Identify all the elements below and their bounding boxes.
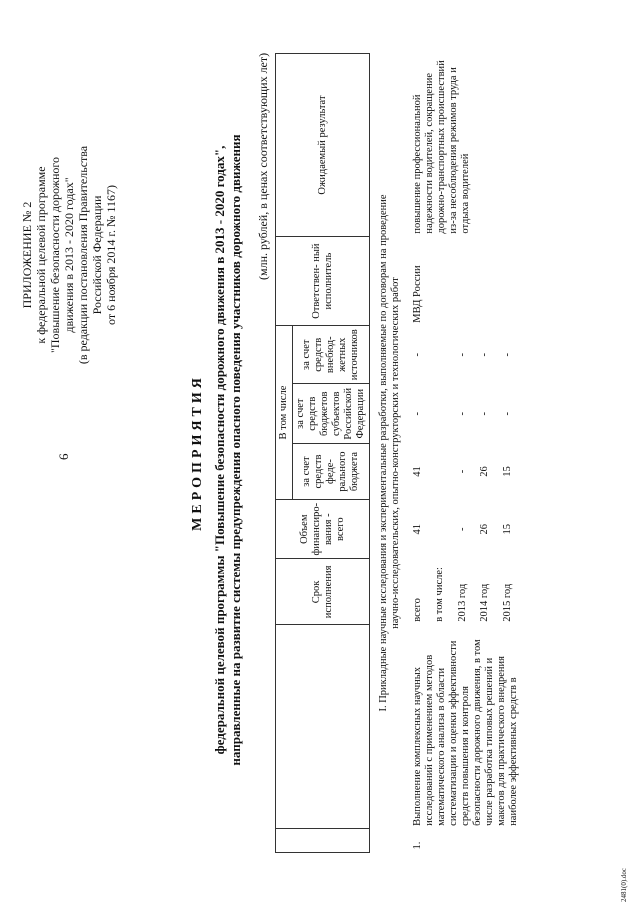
document-title: МЕРОПРИЯТИЯ — [190, 374, 205, 531]
row-federal: 26 — [479, 466, 491, 477]
appendix-title: ПРИЛОЖЕНИЕ № 2 — [20, 201, 34, 309]
row-total: 26 — [479, 523, 491, 535]
header-term: Срок исполнения — [276, 559, 370, 625]
row-total: - — [456, 527, 468, 531]
row-total: 41 — [412, 523, 423, 535]
footer-doc-id: 2481(0).doc — [620, 867, 628, 902]
row-regional — [432, 384, 454, 444]
row-term: в том числе: — [434, 567, 446, 622]
row-extrabudget — [432, 326, 454, 384]
appendix-line: "Повышение безопасности дорожного — [48, 156, 62, 354]
header-federal: за счет средств феде- рального бюджета — [293, 444, 370, 500]
row-regional: - — [412, 411, 423, 416]
row-term: 2013 год — [456, 583, 468, 622]
appendix-line: от 6 ноября 2014 г. № 1167) — [104, 185, 118, 325]
section-heading — [370, 54, 411, 853]
row-federal — [432, 444, 454, 500]
section-heading-line-2: научно-исследовательских, опытно-конструкторских и технологических работ — [390, 277, 401, 629]
measures-table — [275, 53, 522, 853]
row-term: 2014 год — [479, 583, 491, 622]
header-including: В том числе — [276, 326, 293, 500]
subtitle-line-2: направленные на развитие системы предупреждения опасного поведения участников дорожного движения — [228, 134, 243, 766]
row-regional: - — [456, 411, 468, 416]
item-responsible: МВД России — [412, 265, 423, 323]
header-number — [276, 829, 370, 853]
header-measure — [276, 625, 370, 829]
row-federal: 41 — [412, 466, 423, 477]
appendix-line: (в редакции постановления Правительства — [76, 145, 90, 365]
row-term: 2015 год — [501, 583, 513, 622]
header-total: Объем финансиро- вания - всего — [276, 499, 370, 559]
row-regional: - — [501, 411, 513, 416]
row-total: 15 — [501, 523, 513, 535]
row-total — [432, 499, 454, 559]
row-term: всего — [412, 598, 423, 622]
header-responsible: Ответствен- ный исполнитель — [276, 237, 370, 326]
row-federal: - — [456, 469, 468, 474]
item-description: Выполнение комплексных научных исследований с применением методов математического анализа в области систематизации и оценки эффективности средств повышения и контроля безопасности дорожного движения, в том числе разработка типовых решений и макетов для практического внедрения наиболее эффективных средств в — [412, 639, 519, 826]
document-subtitle — [212, 55, 244, 845]
row-federal: 15 — [501, 466, 513, 477]
appendix-line: к федеральной целевой программе — [34, 166, 48, 344]
row-extrabudget: - — [456, 352, 468, 357]
row-regional: - — [479, 411, 491, 416]
units-note: (млн. рублей, в ценах соответствующих лет) — [256, 52, 270, 280]
item-number: 1. — [412, 841, 423, 850]
subtitle-line-1: федеральной целевой программы "Повышение безопасности дорожного движения в 2013 - 2020 годах", — [212, 145, 227, 755]
table-row — [410, 54, 432, 853]
header-regional: за счет средств бюджетов субъектов Российской Федерации — [293, 384, 370, 444]
item-result: повышение профессиональной надежности водителей, сокращение дорожно-транспортных происшествий из-за несоблюдения режимов труда и отдыха водителей — [412, 60, 471, 234]
row-extrabudget: - — [501, 352, 513, 357]
row-extrabudget: - — [412, 352, 423, 357]
header-result: Ожидаемый результат — [276, 54, 370, 237]
section-heading-line-1: I. Прикладные научные исследования и экспериментальные разработки, выполняемые по договорам на проведение — [378, 194, 389, 712]
header-extrabudget: за счет средств внебюд- жетных источников — [293, 326, 370, 384]
appendix-line: движения в 2013 - 2020 годах" — [62, 177, 76, 333]
page-number: 6 — [56, 453, 71, 460]
row-extrabudget: - — [479, 352, 491, 357]
appendix-block — [20, 60, 118, 450]
appendix-line: Российской Федерации — [90, 195, 104, 315]
